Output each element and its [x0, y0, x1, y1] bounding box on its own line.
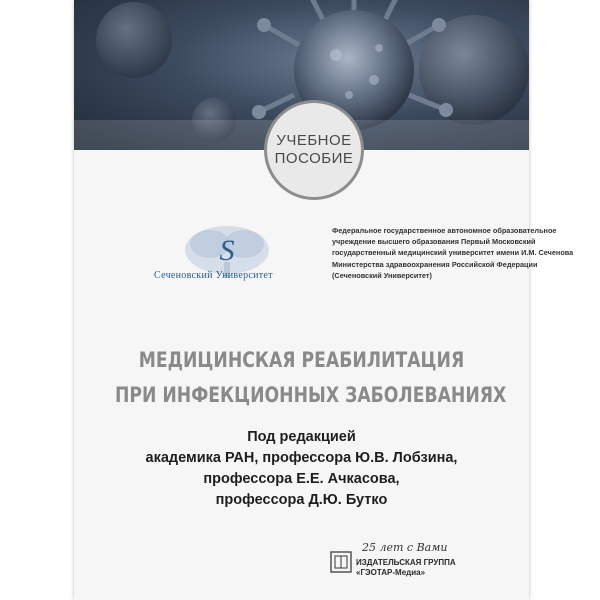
institution-name	[332, 225, 574, 281]
book-title	[114, 343, 507, 413]
publisher-line-2: «ГЭОТАР-Медиа»	[356, 568, 426, 577]
publisher-icon	[330, 551, 352, 573]
publisher-logo	[328, 543, 463, 579]
publisher-name	[356, 558, 466, 578]
institution-line: государственный медицинский университет имени И.М. Сеченова	[332, 248, 574, 258]
editors-line: Под редакцией	[247, 429, 356, 445]
editors-line: профессора Д.Ю. Бутко	[215, 492, 388, 508]
publisher-line-1: ИЗДАТЕЛЬСКАЯ ГРУППА	[356, 558, 456, 567]
title-line-1: МЕДИЦИНСКАЯ РЕАБИЛИТАЦИЯ	[138, 348, 465, 372]
title-line-2: ПРИ ИНФЕКЦИОННЫХ ЗАБОЛЕВАНИЯХ	[114, 383, 507, 407]
badge-line-1: УЧЕБНОЕ	[276, 132, 352, 149]
editors-line: академика РАН, профессора Ю.В. Лобзина,	[145, 450, 458, 466]
badge-line-2: ПОСОБИЕ	[274, 150, 354, 167]
institution-line: Федеральное государственное автономное образовательное	[332, 226, 557, 235]
editors-line: профессора Е.Е. Ачкасова,	[203, 471, 400, 487]
editors-block	[74, 427, 529, 511]
institution-line: учреждение высшего образования Первый Московский	[332, 237, 536, 247]
institution-line: Министерства здравоохранения Российской Федерации	[332, 259, 538, 269]
logo-caption: Сеченовский Университет	[154, 270, 273, 281]
institution-line: (Сеченовский Университет)	[332, 270, 432, 280]
s-letter-icon: S	[219, 234, 235, 267]
textbook-badge	[264, 100, 364, 200]
publisher-slogan: 25 лет с Вами	[362, 541, 448, 554]
